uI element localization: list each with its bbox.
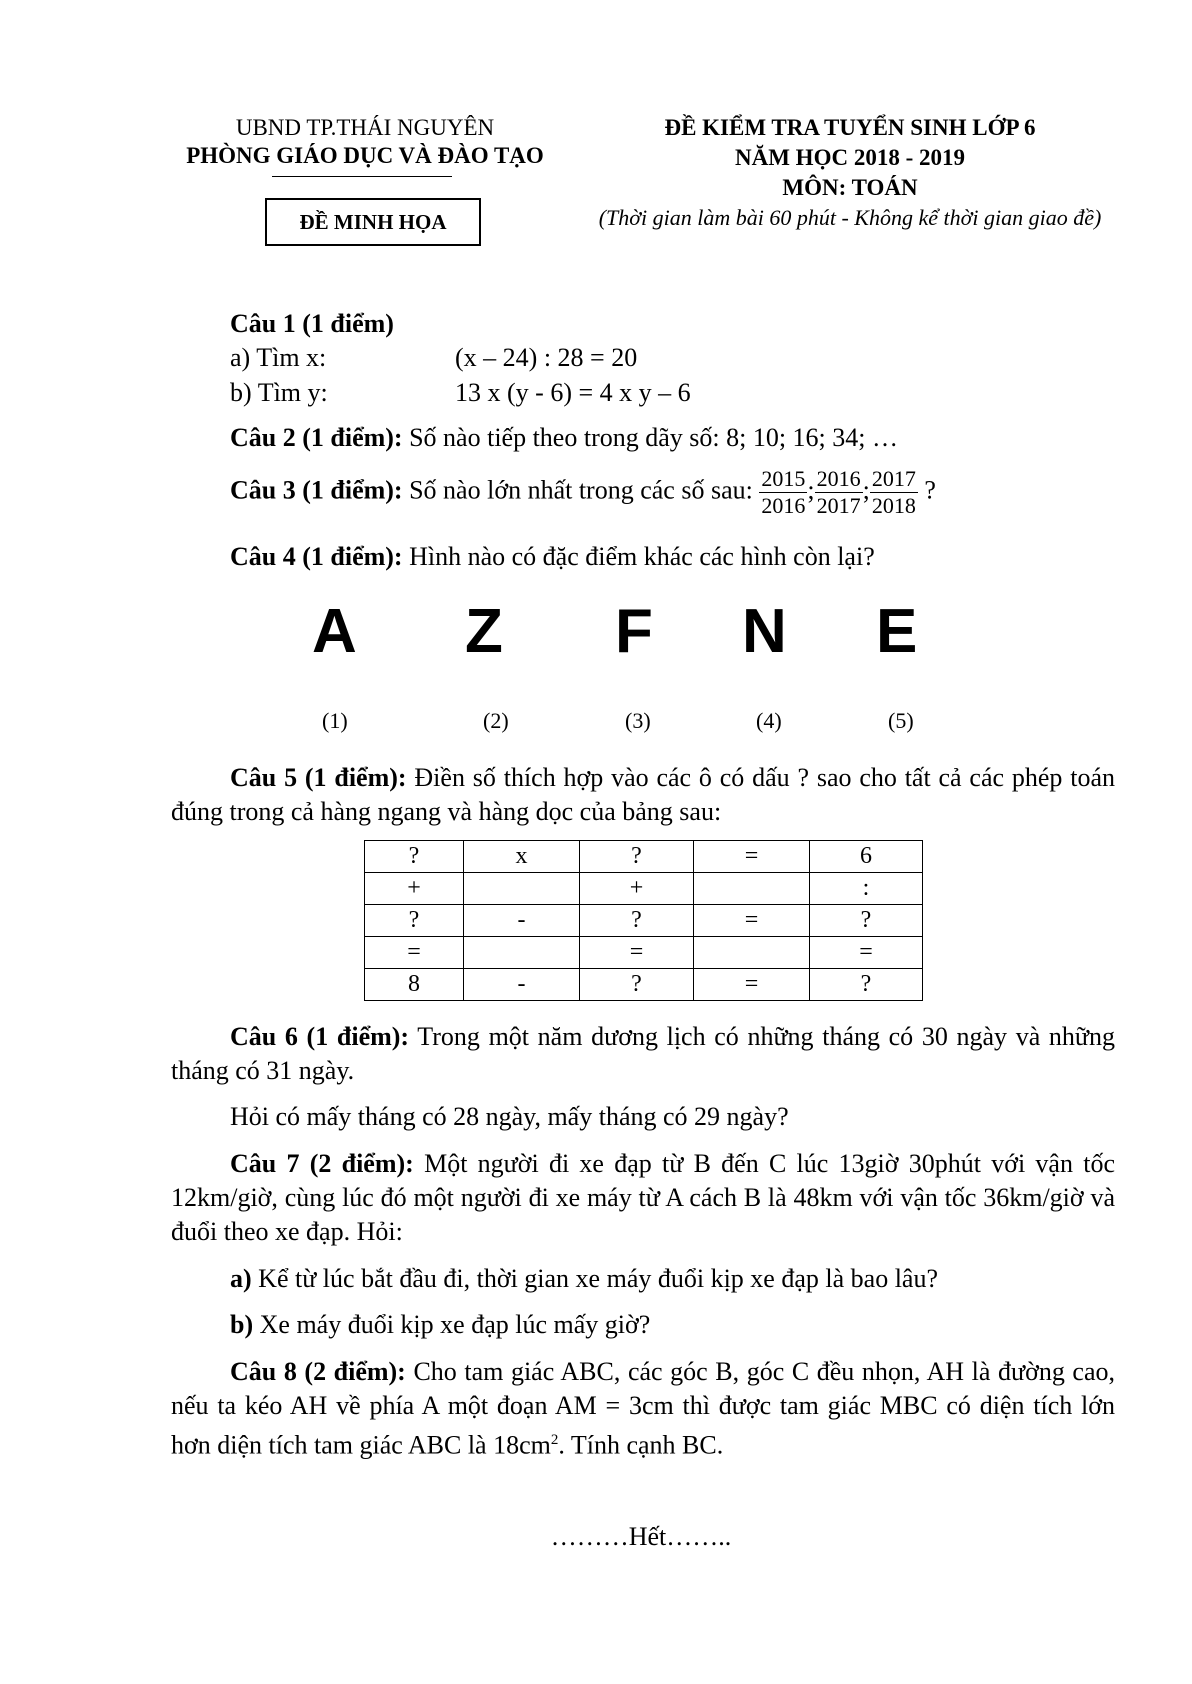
q7-text: Một người đi xe đạp từ B đến C lúc 13giờ 30phút với vận tốc 12km/giờ, cùng lúc đó một người đi xe máy từ A cách B là 48km với vận tốc 36km/giờ và đuổi theo xe đạp. Hỏi: xyxy=(171,1149,1115,1246)
table-cell: ? xyxy=(365,905,464,937)
table-cell: - xyxy=(464,905,580,937)
table-cell: ? xyxy=(810,905,923,937)
q8-text: Cho tam giác ABC, các góc B, góc C đều nhọn, AH là đường cao, nếu ta kéo AH về phía A một đoạn AM = 3cm thì được tam giác MBC có diện tích lớn hơn diện tích tam giác ABC là 18cm xyxy=(171,1357,1116,1460)
q7-title: Câu 7 (2 điểm): xyxy=(230,1149,414,1178)
table-cell: + xyxy=(365,873,464,905)
table-cell: 8 xyxy=(365,969,464,1001)
figure-label: (1) xyxy=(322,708,348,733)
table-cell: = xyxy=(810,937,923,969)
table-cell: + xyxy=(580,873,694,905)
table-cell: : xyxy=(810,873,923,905)
table-cell: ? xyxy=(580,969,694,1001)
school-year: NĂM HỌC 2018 - 2019 xyxy=(735,145,965,170)
table-row xyxy=(365,841,923,873)
q4 xyxy=(230,540,875,574)
q1-b-equation: 13 x (y - 6) = 4 x y – 6 xyxy=(455,378,691,407)
end-marker: ………Hết…….. xyxy=(550,1522,732,1551)
fraction: $\frac{2016}{2017}$ xyxy=(816,466,861,518)
figure-letter: A xyxy=(312,597,357,666)
exam-title: ĐỀ KIỂM TRA TUYỂN SINH LỚP 6 xyxy=(664,115,1036,140)
figure-letter: F xyxy=(615,597,653,666)
header-department: PHÒNG GIÁO DỤC VÀ ĐÀO TẠO xyxy=(186,143,544,168)
figure-label: (2) xyxy=(483,708,509,733)
figure-letter: E xyxy=(876,597,918,666)
puzzle-table xyxy=(364,840,923,1001)
q1-b-label: b) Tìm y: xyxy=(230,378,328,407)
table-cell: ? xyxy=(810,969,923,1001)
table-cell: 6 xyxy=(810,841,923,873)
table-cell: = xyxy=(694,905,810,937)
q8-title: Câu 8 (2 điểm): xyxy=(230,1357,406,1386)
q4-text: Hình nào có đặc điểm khác các hình còn lại? xyxy=(402,542,875,571)
q6-title: Câu 6 (1 điểm): xyxy=(230,1022,410,1051)
q2 xyxy=(230,421,898,455)
table-cell: ? xyxy=(580,905,694,937)
figure-label: (5) xyxy=(888,708,914,733)
q6 xyxy=(171,1020,1115,1088)
q5-text: Điền số thích hợp vào các ô có dấu ? sao cho tất cả các phép toán đúng trong cả hàng ngang và hàng dọc của bảng sau: xyxy=(171,763,1115,826)
table-cell: = xyxy=(580,937,694,969)
table-cell: - xyxy=(464,969,580,1001)
table-cell xyxy=(464,873,580,905)
table-cell: = xyxy=(365,937,464,969)
figure-label: (4) xyxy=(756,708,782,733)
q6-text: Trong một năm dương lịch có những tháng có 30 ngày và những tháng có 31 ngày. xyxy=(171,1022,1116,1085)
time-note: (Thời gian làm bài 60 phút - Không kể thời gian giao đề) xyxy=(598,205,1102,230)
table-cell xyxy=(464,937,580,969)
table-cell xyxy=(694,937,810,969)
q7 xyxy=(171,1147,1115,1249)
q8: Câu 8 (2 điểm): Cho tam giác ABC, các góc B, góc C đều nhọn, AH là đường cao, nếu ta kéo AH về phía A một đoạn AM = 3cm thì được tam giác MBC có diện tích lớn hơn diện tích tam giác ABC là $18cm^2$. Tính cạnh BC. xyxy=(171,1357,1116,1460)
q7-b: b) Xe máy đuổi kịp xe đạp lúc mấy giờ? xyxy=(230,1310,651,1339)
header-divider xyxy=(272,176,452,177)
header-authority: UBND TP.THÁI NGUYÊN xyxy=(235,115,495,140)
q3: Câu 3 (1 điểm): Số nào lớn nhất trong các số sau: $\frac{2015}{2016}$ ; $\frac{2016}{2017}$ ; $\frac{2017}{2018}$ ? xyxy=(230,466,936,518)
q5-title: Câu 5 (1 điểm): xyxy=(230,763,407,792)
q3-title: Câu 3 (1 điểm): xyxy=(230,475,403,505)
table-cell: = xyxy=(694,841,810,873)
sample-exam-box: ĐỀ MINH HỌA xyxy=(265,198,481,246)
table-row xyxy=(365,905,923,937)
q1-a-label: a) Tìm x: xyxy=(230,343,327,372)
q3-text: Số nào lớn nhất trong các số sau: xyxy=(402,475,760,505)
q2-text: Số nào tiếp theo trong dãy số: 8; 10; 16; 34; … xyxy=(402,423,899,452)
figure-letter: N xyxy=(742,597,787,666)
q2-title: Câu 2 (1 điểm): xyxy=(230,423,403,452)
table-cell: x xyxy=(464,841,580,873)
table-cell: = xyxy=(694,969,810,1001)
table-cell xyxy=(694,873,810,905)
q6-question: Hỏi có mấy tháng có 28 ngày, mấy tháng có 29 ngày? xyxy=(230,1102,789,1131)
table-row xyxy=(365,969,923,1001)
fraction: $\frac{2017}{2018}$ xyxy=(871,466,916,518)
table-cell: ? xyxy=(365,841,464,873)
figure-letter: Z xyxy=(465,597,503,666)
q1-a-equation: (x – 24) : 28 = 20 xyxy=(455,343,638,372)
fraction: $\frac{2015}{2016}$ xyxy=(761,466,806,518)
table-row xyxy=(365,873,923,905)
figure-label: (3) xyxy=(625,708,651,733)
table-cell: ? xyxy=(580,841,694,873)
subject: MÔN: TOÁN xyxy=(782,175,918,200)
q5 xyxy=(171,761,1115,829)
q1-title: Câu 1 (1 điểm) xyxy=(230,309,394,338)
table-row xyxy=(365,937,923,969)
q4-title: Câu 4 (1 điểm): xyxy=(230,542,403,571)
q7-a: a) Kể từ lúc bắt đầu đi, thời gian xe máy đuổi kịp xe đạp là bao lâu? xyxy=(230,1264,938,1293)
